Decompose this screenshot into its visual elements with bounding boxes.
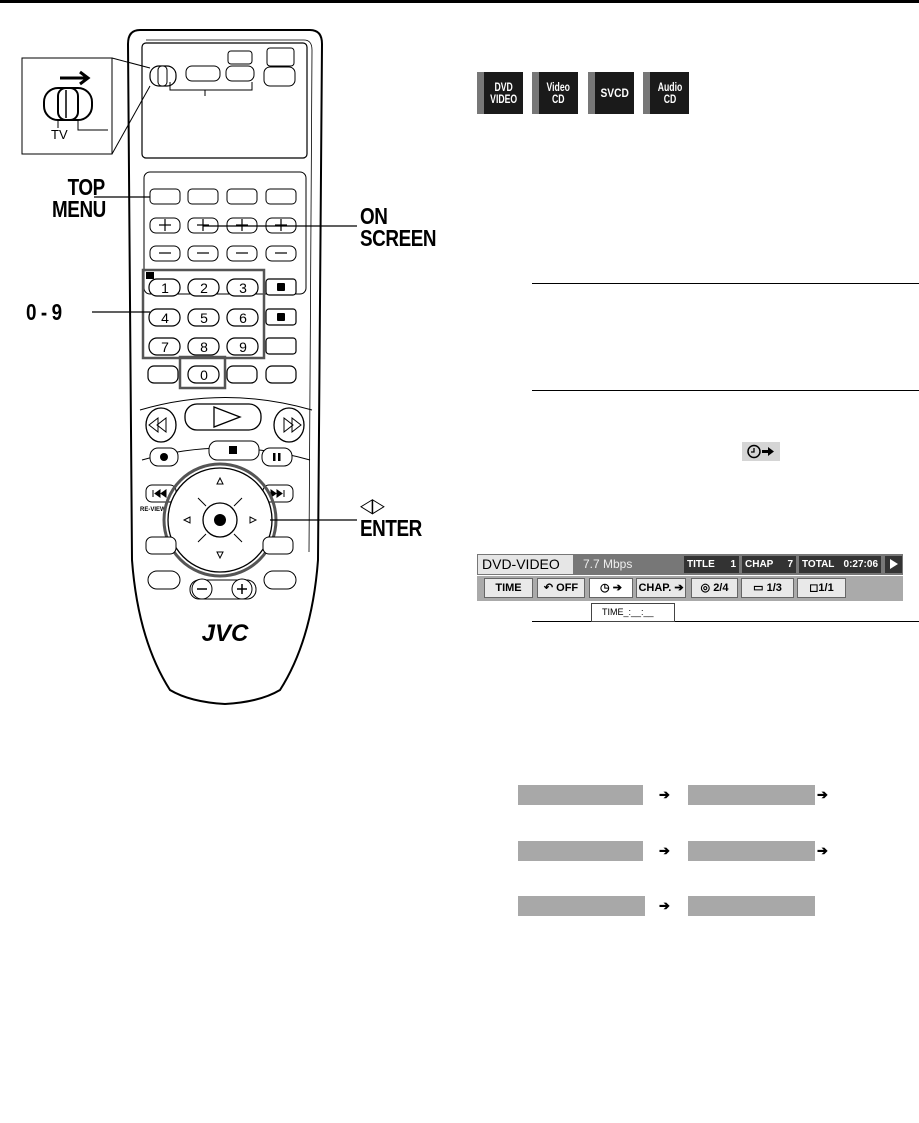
badge-audio-cd: Audio CD [643, 72, 689, 114]
flow-box [688, 785, 815, 805]
osd-angle-button[interactable] [797, 578, 846, 598]
osd-time-search-button[interactable] [589, 578, 633, 598]
clock-icon: ◷ [600, 582, 610, 594]
osd-chapter-search-button[interactable] [636, 578, 686, 598]
flow-box [518, 785, 643, 805]
step-divider [532, 390, 919, 391]
callout-enter-label: ENTER [360, 515, 422, 541]
on-screen-display [477, 554, 903, 617]
tv-switch-label: TV [51, 127, 68, 142]
play-icon [885, 556, 902, 573]
osd-disc-type: DVD-VIDEO [478, 555, 573, 574]
osd-time-entry[interactable]: TIME_:__:__ [591, 603, 675, 622]
repeat-icon: ↶ [543, 582, 554, 594]
callout-on-screen [360, 205, 436, 249]
badge-svcd: SVCD [588, 72, 634, 114]
osd-total-label: TOTAL [802, 559, 835, 570]
step-divider [532, 283, 919, 284]
osd-bitrate: 7.7 Mbps [583, 557, 633, 571]
osd-total-value: 0:27:06 [843, 559, 878, 570]
svg-text:0: 0 [200, 367, 208, 383]
callout-top-menu [52, 176, 106, 220]
arrow-right-icon: ➔ [817, 787, 828, 802]
osd-chap-label: CHAP [745, 559, 774, 570]
svg-text:4: 4 [161, 310, 169, 326]
osd-audio-value: 2/4 [713, 582, 729, 594]
arrow-right-icon: ➔ [817, 843, 828, 858]
svg-text:8: 8 [200, 339, 208, 355]
osd-status-bar [477, 554, 903, 575]
flow-box [518, 896, 645, 916]
svg-text:6: 6 [239, 310, 247, 326]
arrow-right-icon: ➔ [659, 787, 670, 802]
review-label: RE-VIEW [140, 507, 166, 513]
left-right-arrow-icon: ◁▷ [360, 495, 385, 517]
brand-logo: JVC [201, 620, 249, 647]
osd-repeat-button[interactable] [537, 578, 585, 598]
svg-text:9: 9 [239, 339, 247, 355]
osd-angle-value: 1/1 [818, 582, 834, 594]
camera-angle-icon: ◻ [809, 582, 819, 594]
callout-number-keys: 0 - 9 [26, 299, 62, 325]
svg-text:5: 5 [200, 310, 208, 326]
arrow-right-icon: ➔ [612, 582, 622, 594]
badge-dvd-video: DVD VIDEO [477, 72, 523, 114]
osd-time-button[interactable]: TIME [484, 578, 533, 598]
arrow-right-icon: ➔ [674, 582, 684, 594]
osd-function-bar [477, 576, 903, 601]
callout-menu-label: MENU [52, 196, 106, 222]
callout-on-label: ON [360, 203, 388, 229]
osd-chap-value: 7 [787, 559, 793, 570]
key-1: 1 [161, 280, 169, 296]
osd-subtitle-value: 1/3 [766, 582, 782, 594]
osd-title-value: 1 [730, 559, 736, 570]
badge-video-cd: Video CD [532, 72, 578, 114]
callout-top-label: TOP [67, 174, 105, 200]
osd-chapter-box [742, 556, 796, 573]
svg-text:2: 2 [200, 280, 208, 296]
arrow-right-icon: ➔ [659, 898, 670, 913]
osd-audio-button[interactable] [691, 578, 738, 598]
clock-arrow-icon [742, 442, 780, 461]
audio-icon: ◎ [700, 582, 711, 594]
callout-enter [360, 495, 422, 539]
svg-text:7: 7 [161, 339, 169, 355]
svg-text:3: 3 [239, 280, 247, 296]
osd-title-box [684, 556, 739, 573]
osd-title-label: TITLE [687, 559, 715, 570]
flow-box [688, 841, 815, 861]
flow-box [518, 841, 643, 861]
osd-subtitle-button[interactable] [741, 578, 794, 598]
arrow-right-icon: ➔ [659, 843, 670, 858]
osd-chapter-label: CHAP. [638, 582, 672, 594]
callout-screen-label: SCREEN [360, 225, 437, 251]
flow-box [688, 896, 815, 916]
osd-repeat-value: OFF [556, 582, 579, 594]
subtitle-icon: ▭ [753, 582, 764, 594]
osd-total-box [799, 556, 881, 573]
